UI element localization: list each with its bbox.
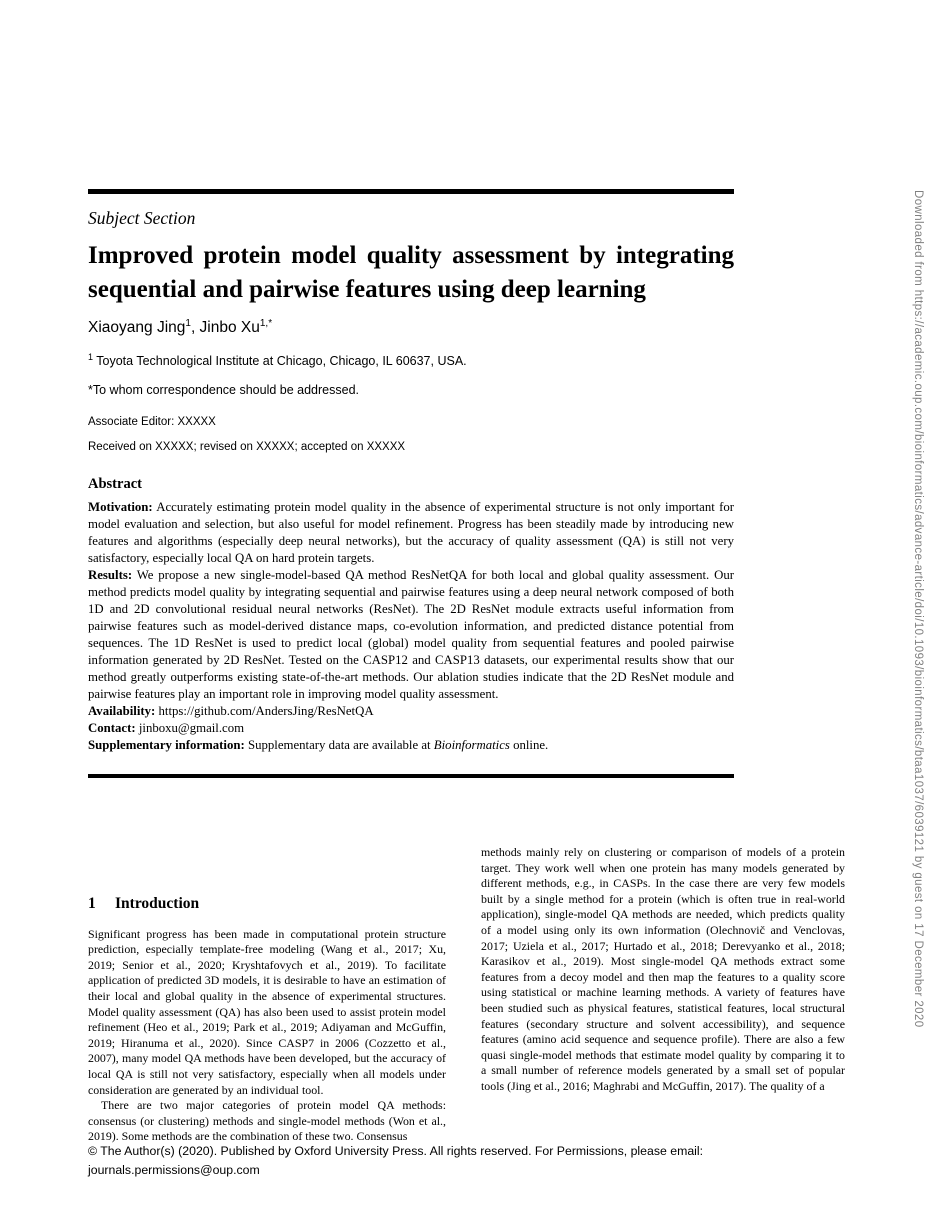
author-affiliation-mark-1: 1 — [185, 318, 191, 330]
supplementary-text: Supplementary data are available at — [247, 737, 434, 752]
paper-header-area — [88, 0, 734, 778]
availability-link[interactable]: https://github.com/AndersJing/ResNetQA — [158, 703, 374, 718]
intro-paragraph-2: There are two major categories of protein model QA methods: consensus (or clustering) methods and single-model methods (Won et al., 2019). Some methods are the combination of these two. Consensus — [88, 1098, 446, 1144]
intro-paragraph-3: methods mainly rely on clustering or comparison of models of a protein target. They work well when one protein has many models generated by different methods, e.g., in CASPs. In the case there are very few models built by a single method for a protein (which is often true in real-world application), single-model QA methods are needed, which predicts quality of a model using only its own information (Olechnovič and Venclovas, 2017; Uziela et al., 2017; Hurtado et al., 2018; Derevyanko et al., 2018; Karasikov et al., 2019). Most single-model QA methods extract some features from a decoy model and then map the features to a quality score using statistical or machine learning methods. A variety of features have been studied such as physical features, statistical features, local structural features (secondary structure and solvent accessibility), and sequence features (amino acid sequence and sequence profile). There are also a few quasi single-model methods that estimate model quality by comparing it to a small number of reference models generated by a small set of popular tools (Jing et al., 2016; Maghrabi and McGuffin, 2017). The quality of a — [481, 845, 845, 1093]
introduction-heading — [88, 895, 446, 914]
received-dates-line: Received on XXXXX; revised on XXXXX; accepted on XXXXX — [88, 441, 406, 454]
abstract-availability-line — [88, 703, 734, 720]
affiliation-text: Toyota Technological Institute at Chicago, Chicago, IL 60637, USA. — [93, 353, 467, 368]
intro-paragraph-1: Significant progress has been made in computational protein structure prediction, especially template-free modeling (Wang et al., 2017; Xu, 2019; Senior et al., 2020; Kryshtafovych et al., 2019). To facilitate application of predicted 3D models, it is desirable to have an estimation of their local and global quality in the absence of experimental structures. Model quality assessment (QA) has also been used to assist protein model refinement (Heo et al., 2019; Park et al., 2019; Adiyaman and McGuffin, 2019; Hiranuma et al., 2020). Since CASP7 in 2006 (Cozzetto et al., 2007), many model QA methods have been developed, but the accuracy of local QA is still not very satisfactory, especially when all models under consideration are generated by an individual tool. — [88, 926, 446, 1097]
abstract-heading: Abstract — [88, 476, 142, 493]
author-name-1: Xiaoyang Jing — [88, 319, 186, 337]
contact-label: Contact: — [88, 720, 136, 735]
results-label: Results: — [88, 567, 133, 582]
bottom-divider-rule — [88, 774, 734, 778]
correspondence-note: *To whom correspondence should be addressed. — [88, 383, 360, 398]
motivation-text: Accurately estimating protein model quality in the absence of experimental structure is not only important for model evaluation and selection, but also useful for model refinement. Progress has been steadily made by introducing new features and algorithms (especially deep neural networks), but the accuracy of quality assessment (QA) is still not very satisfactory, especially local QA on hard protein targets. — [88, 499, 734, 565]
abstract-motivation-paragraph — [88, 499, 734, 567]
top-divider-rule — [88, 189, 734, 194]
author-name-2: , Jinbo Xu — [190, 319, 260, 337]
associate-editor-line: Associate Editor: XXXXX — [88, 416, 216, 429]
intro-right-column — [481, 845, 845, 1095]
supplementary-text-after: online. — [509, 737, 549, 752]
download-watermark: Downloaded from https://academic.oup.com/bioinformatics/advance-article/doi/10.1093/bioinformatics/btaa1037/6039121 by guest on 17 December 2020 — [912, 190, 924, 1028]
author-affiliation-mark-2: 1,* — [259, 318, 273, 330]
intro-left-column — [88, 845, 446, 1145]
motivation-label: Motivation: — [88, 499, 153, 514]
affiliation-mark: 1 — [88, 351, 94, 362]
abstract-section — [88, 476, 734, 753]
results-text: We propose a new single-model-based QA method ResNetQA for both local and global quality assessment. Our method predicts model quality by integrating sequential and pairwise features using a deep neural network composed of both 1D and 2D convolutional residual neural networks (ResNet). The 2D ResNet module extracts useful information from pairwise features such as model-derived distance maps, co-evolution information, and predicted distance potential from sequences. The 1D ResNet is used to predict local (global) model quality from sequential features and pooled pairwise information generated by 2D ResNet. Tested on the CASP12 and CASP13 datasets, our experimental results show that our method greatly outperforms existing state-of-the-art methods. Our ablation studies indicate that the 2D ResNet module and pairwise features play an important role in improving model quality assessment. — [88, 567, 735, 701]
subject-section-label: Subject Section — [88, 208, 196, 228]
section-number: 1 — [88, 895, 96, 912]
section-title: Introduction — [115, 895, 200, 912]
abstract-results-paragraph — [88, 567, 734, 703]
authors-line — [88, 318, 734, 338]
contact-email-link[interactable]: jinboxu@gmail.com — [138, 720, 245, 735]
supplementary-label: Supplementary information: — [88, 737, 245, 752]
journal-name-italic: Bioinformatics — [433, 737, 510, 752]
paper-title: Improved protein model quality assessment by integrating sequential and pairwise features using deep learning — [88, 242, 734, 304]
abstract-contact-line — [88, 720, 734, 737]
footer-copyright: © The Author(s) (2020). Published by Oxford University Press. All rights reserved. For Permissions, please email: journals.permissions@oup.com — [88, 1144, 704, 1177]
abstract-supplementary-line — [88, 737, 734, 754]
affiliation-line — [88, 352, 734, 369]
availability-label: Availability: — [88, 703, 156, 718]
